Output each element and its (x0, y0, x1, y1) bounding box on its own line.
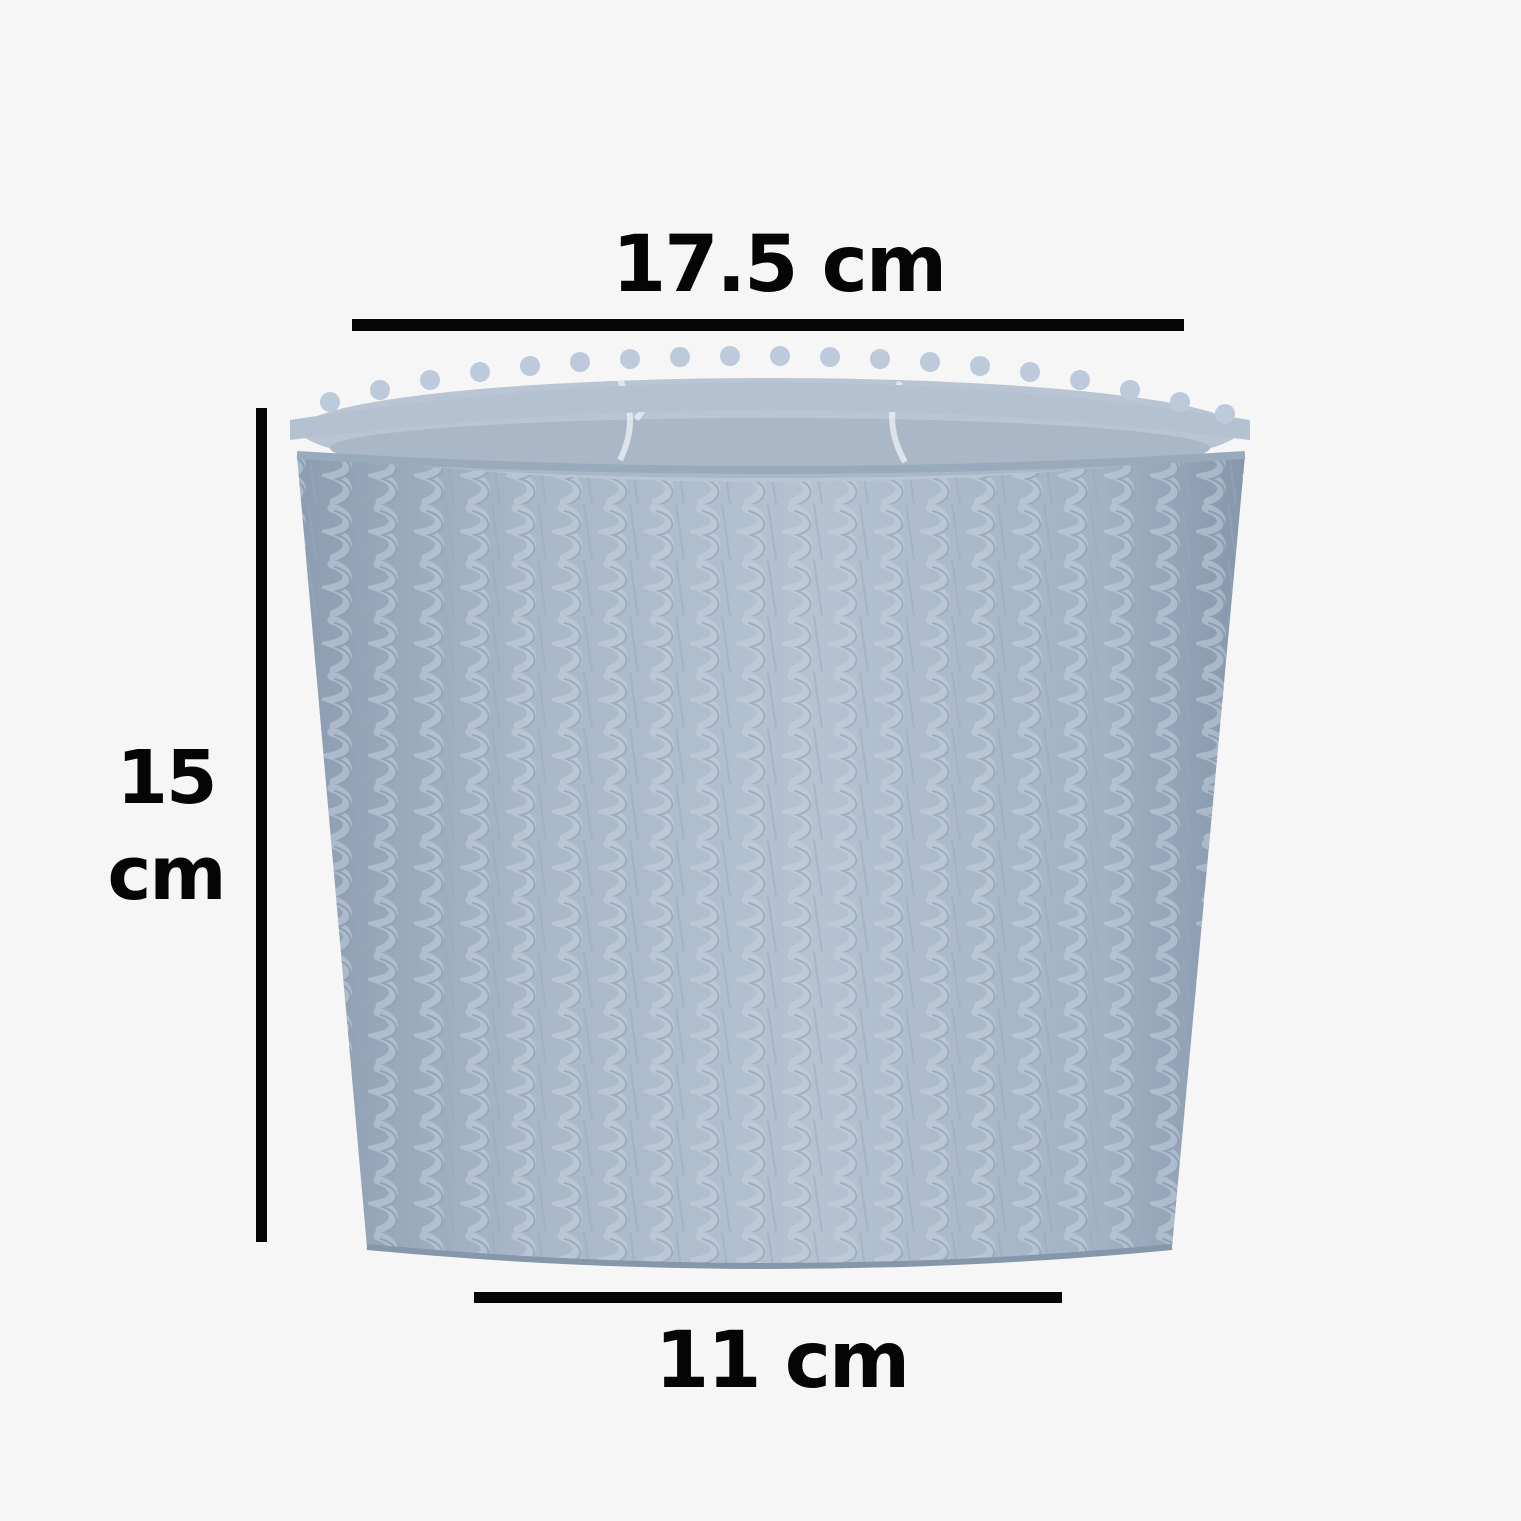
height-line (256, 408, 267, 1242)
bottom-width-line (474, 1292, 1062, 1303)
bottom-width-label: 11 cm (655, 1316, 909, 1406)
height-unit: cm (107, 831, 225, 917)
height-value: 15 (116, 735, 216, 821)
top-width-line (352, 319, 1184, 331)
height-label (96, 730, 236, 922)
top-width-label: 17.5 cm (612, 220, 946, 310)
